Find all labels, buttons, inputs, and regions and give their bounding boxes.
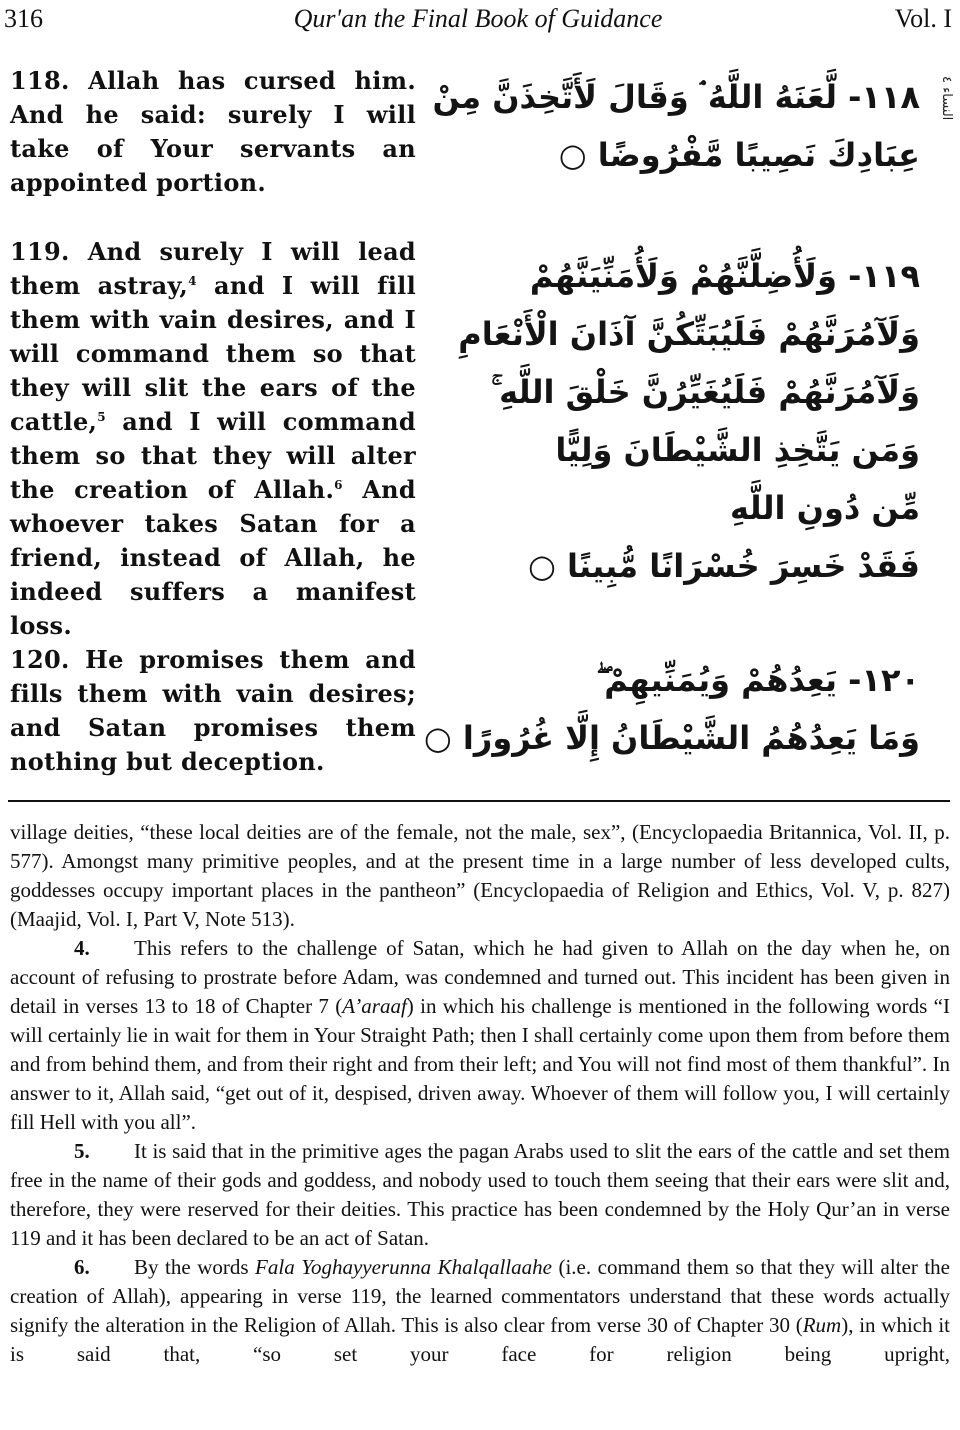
- arabic-line: مِّن دُونِ اللَّهِ: [730, 489, 920, 527]
- footnote-italic: Rum: [802, 1313, 842, 1337]
- arabic-line: وَلَآمُرَنَّهُمْ فَلَيُغَيِّرُنَّ خَلْقَ اللَّهِ ۚ: [491, 373, 920, 411]
- arabic-line: وَلَآمُرَنَّهُمْ فَلَيُبَتِّكُنَّ آذَانَ الْأَنْعَامِ: [458, 315, 920, 353]
- verse-118-arabic: [432, 68, 920, 184]
- arabic-line: عِبَادِكَ نَصِيبًا مَّفْرُوضًا ○: [558, 136, 920, 174]
- footnote-divider: [8, 800, 950, 802]
- footnote-4: [10, 934, 950, 1137]
- arabic-line: فَقَدْ خَسِرَ خُسْرَانًا مُّبِينًا ○: [527, 547, 920, 585]
- footnote-5: [10, 1137, 950, 1253]
- verse-120-english: 120. He promises them and fills them with vain desires; and Satan promises them nothing but deception.: [10, 645, 416, 776]
- footnote-ref-6: 6: [334, 478, 343, 492]
- verse-119-text: and I will command them so that they will alter the creation of Allah.: [10, 407, 416, 504]
- arabic-line: وَمَا يَعِدُهُمُ الشَّيْطَانُ إِلَّا غُرُورًا ○: [423, 719, 920, 757]
- footnote-text: ), in which it is said that, “so set your face for religion being upright,: [10, 1313, 951, 1366]
- footnote-6: [10, 1253, 950, 1369]
- footnote-continuation: village deities, “these local deities are of the female, not the male, sex”, (Encyclopaedia Britannica, Vol. II, p. 577). Amongst many primitive peoples, and at the present time in a large number of less developed cults, goddesses occupy important places in the pantheon” (Encyclopaedia of Religion and Ethics, Vol. V, p. 827) (Maajid, Vol. I, Part V, Note 513).: [10, 820, 950, 931]
- footnote-number: 5.: [74, 1139, 90, 1163]
- verse-118-english: 118. Allah has cursed him. And he said: surely I will take of Your servants an appointed portion.: [10, 66, 416, 197]
- footnote-text: It is said that in the primitive ages the pagan Arabs used to slit the ears of the cattle and set them free in the name of their gods and goddess, and nobody used to touch them seeing that their ears were slit and, therefore, they were reserved for their deities. This practice has been condemned by the Holy Qur’an in verse 119 and it has been declared to be an act of Satan.: [10, 1139, 950, 1250]
- footnote-ref-5: 5: [97, 410, 106, 424]
- footnote-number: 6.: [74, 1255, 90, 1279]
- verse-119-text: And whoever takes Satan for a friend, instead of Allah, he indeed suffers a manifest loss.: [10, 475, 416, 640]
- footnote-text: By the words: [134, 1255, 256, 1279]
- running-title: Qur'an the Final Book of Guidance: [293, 4, 663, 33]
- surah-margin-mark: النساء ٤: [939, 76, 954, 121]
- verse-118: [10, 64, 956, 204]
- verse-119-text: 119. And surely I will lead them astray,: [10, 237, 416, 300]
- footnote-text: ) in which his challenge is mentioned in the following words “I will certainly lie in wait for them in Your Straight Path; then I shall certainly come upon them from before them and from behind them, and from their right and from their left; and You will not find most of them thankful”. In answer to it, Allah said, “get out of it, despised, driven away. Whoever of them will follow you, I will certainly fill Hell with you all”.: [10, 994, 950, 1134]
- arabic-line: ١١٩- وَلَأُضِلَّنَّهُمْ وَلَأُمَنِّيَنَّهُمْ: [529, 257, 920, 295]
- verse-119-english: [10, 235, 416, 643]
- footnote-italic: Fala Yoghayyerunna Khalqallaahe: [255, 1255, 552, 1279]
- page-number: 316: [4, 4, 43, 33]
- volume-label: Vol. I: [894, 4, 952, 33]
- verse-120-arabic: [423, 651, 920, 767]
- footnote-number: 4.: [74, 936, 90, 960]
- verse-120: [10, 643, 956, 783]
- footnotes: [10, 818, 950, 1369]
- footnote-text: This refers to the challenge of Satan, which he had given to Allah on the day when he, on account of refusing to prostrate before Adam, was condemned and turned out. This incident has been given in detail in verses 13 to 18 of Chapter 7 (: [10, 936, 950, 1018]
- verse-119: [10, 235, 956, 640]
- arabic-line: وَمَن يَتَّخِذِ الشَّيْطَانَ وَلِيًّا: [555, 431, 920, 469]
- arabic-line: ١١٨- لَّعَنَهُ اللَّهُ ۘ وَقَالَ لَأَتَّخِذَنَّ مِنْ: [432, 78, 920, 116]
- footnote-italic: A’araaf: [342, 994, 407, 1018]
- page-header: [4, 2, 952, 36]
- footnote-ref-4: 4: [188, 274, 197, 288]
- verse-119-text: and I will fill them with vain desires, and I will command them so that they will slit the ears of the cattle,: [10, 271, 416, 436]
- arabic-line: ١٢٠- يَعِدُهُمْ وَيُمَنِّيهِمْ ۖ: [596, 661, 920, 699]
- verse-119-arabic: [458, 247, 920, 595]
- footnote-text: (i.e. command them so that they will alter the creation of Allah), appearing in verse 119, the learned commentators understand that these words actually signify the alteration in the Religion of Allah. This is also clear from verse 30 of Chapter 30 (: [10, 1255, 950, 1337]
